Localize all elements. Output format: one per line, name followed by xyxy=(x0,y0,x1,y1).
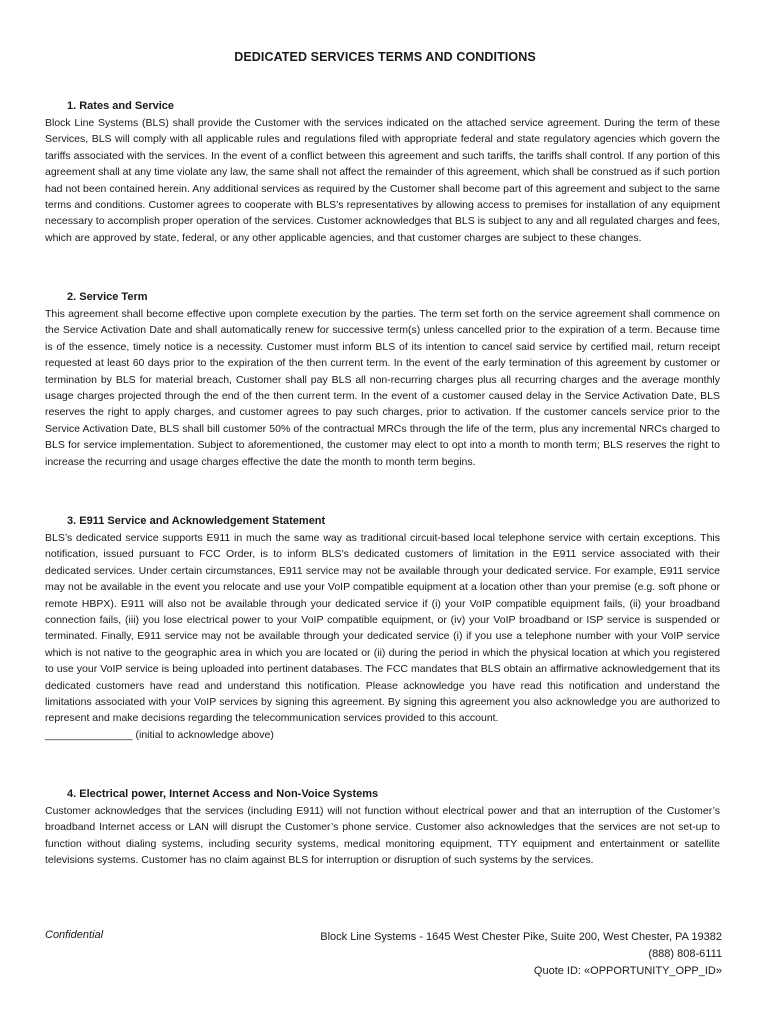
company-phone: (888) 808-6111 xyxy=(648,948,722,960)
initial-acknowledge-line: _______________ (initial to acknowledge above) xyxy=(45,728,274,741)
section-heading: 4. Electrical power, Internet Access and Non-Voice Systems xyxy=(67,788,379,800)
section-heading: 3. E911 Service and Acknowledgement Statement xyxy=(67,515,326,527)
section-body: Block Line Systems (BLS) shall provide the Customer with the services indicated on the attached service agreement. During the term of these Services, BLS will comply with all applicable rules and regulations filed with appropriate federal and state regulatory agencies which govern the tariffs associated with the services. In the event of a conflict between this agreement and such tariffs, the tariffs shall control. If any portion of this agreement shall at any time violate any law, the same shall not affect the remainder of this agreement, which shall be construed as if such portion had not been contained herein. Any additional services as required by the Customer shall become part of this agreement and subject to the same terms and conditions. Customer agrees to cooperate with BLS’s representatives by allowing access to premises for installation of any equipment necessary to accomplish proper operation of the services. Customer acknowledges that BLS is subject to any and all regulated charges and fees, which are approved by state, federal, or any other applicable agencies, and that customer charges are subject to these changes. xyxy=(45,117,720,244)
quote-id: Quote ID: «OPPORTUNITY_OPP_ID» xyxy=(533,965,722,977)
section-rates-and-service xyxy=(45,99,720,246)
section-service-term xyxy=(45,290,720,470)
section-electrical-power xyxy=(45,787,720,869)
section-body: Customer acknowledges that the services (including E911) will not function without electrical power and that an interruption of the Customer’s broadband Internet access or LAN will disrupt the Customer’s phone service. Customer also acknowledges that the services are not set-up to function without dialing systems, including security systems, medical monitoring equipment, TTY equipment and entertainment or satellite televisions systems. Customer has no claim against BLS for interruption or disruption of such systems by the services. xyxy=(45,805,720,867)
document-title: DEDICATED SERVICES TERMS AND CONDITIONS xyxy=(234,50,536,64)
company-address: Block Line Systems - 1645 West Chester Pike, Suite 200, West Chester, PA 19382 xyxy=(320,931,722,943)
section-body: This agreement shall become effective upon complete execution by the parties. The term set forth on the service agreement shall commence on the Service Activation Date and shall automatically renew for successive term(s) unless cancelled prior to the expiration of a term. Because time is of the essence, timely notice is a necessity. Customer must inform BLS of its intention to cancel said service by certified mail, return receipt requested at least 60 days prior to the expiration of the then current term. In the event of the early termination of this agreement by customer or termination by BLS for material breach, Customer shall pay BLS all non-recurring charges plus all recurring charges and the average monthly usage charges projected through the end of the then current term. In the event of a customer caused delay in the Service Activation Date, BLS reserves the right to apply charges, and customer agrees to pay such charges, prior to activation. If the customer cancels service prior to the Service Activation Date, BLS shall bill customer 50% of the contractual MRCs through the life of the term, plus any incremental NRCs charged to BLS for service implementation. Subject to aforementioned, the customer may elect to opt into a month to month term; BLS reserves the right to increase the recurring and usage charges effective the date the month to month term begins. xyxy=(45,308,720,468)
footer-contact xyxy=(320,929,722,980)
confidential-label: Confidential xyxy=(45,929,104,941)
section-heading: 1. Rates and Service xyxy=(67,100,175,112)
section-body: BLS’s dedicated service supports E911 in much the same way as traditional circuit-based local telephone service with certain exceptions. This notification, issued pursuant to FCC Order, is to inform BLS’s dedicated customers of limitation in the E911 service associated with their dedicated services. Under certain circumstances, E911 service may not be available through your dedicated service. For example, E911 service may not be available in the event you relocate and use your VoIP compatible equipment at a location other than your premise (e.g. soft phone or remote HBPX). E911 will also not be available through your dedicated service if (i) your VoIP compatible equipment fails, (ii) your broadband connection fails, (iii) you lose electrical power to your VoIP compatible equipment, or (iv) your VoIP broadband or ISP service is suspended or terminated. Finally, E911 service may not be available through your dedicated service (i) if you use a telephone number with your VoIP service which is not native to the geographic area in which you are located or (ii) during the period in which the physical location at which you registered to use your VoIP service is being uploaded into pertinent databases. The FCC mandates that BLS obtain an affirmative acknowledgement that its dedicated customers have read and understand this notification. Please acknowledge you have read this notification and understand the limitations associated with your VoIP services by signing this agreement. By signing this agreement you also acknowledge you are authorized to represent and make decisions regarding the telecommunication services provided to this account. xyxy=(45,532,720,725)
section-e911 xyxy=(45,514,720,743)
section-heading: 2. Service Term xyxy=(67,291,148,303)
